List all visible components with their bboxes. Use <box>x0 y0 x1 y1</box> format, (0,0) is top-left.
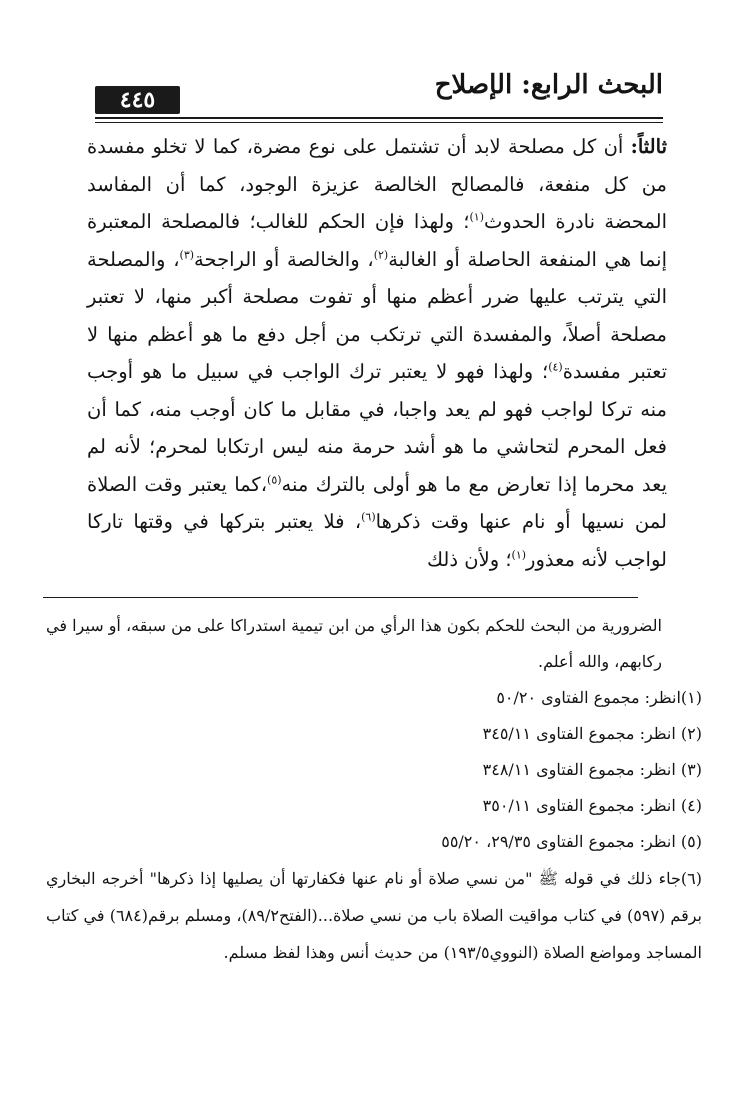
footnote-marker: (٦) <box>361 510 376 524</box>
footnote-marker: (١) <box>511 548 527 561</box>
running-title: البحث الرابع: الإصلاح <box>434 70 663 100</box>
paragraph-segment: ؛ ولأن ذلك <box>427 547 512 571</box>
footnote-marker: (٣) <box>179 248 195 261</box>
page-number-badge <box>95 86 180 114</box>
footnote-4: (٤) انظر: مجموع الفتاوى ٣٥٠/١١ <box>482 796 702 815</box>
footnote-separator <box>43 597 638 598</box>
header-rule-thick <box>95 117 663 119</box>
footnote-marker: (٢) <box>373 248 389 261</box>
header-rule-thin <box>95 122 663 123</box>
paragraph-segment: ، والخالصة أو الراجحة <box>194 247 374 271</box>
footnote-3: (٣) انظر: مجموع الفتاوى ٣٤٨/١١ <box>482 760 702 779</box>
page-number: ٤٤٥ <box>119 87 156 113</box>
paragraph-segment: ؛ ولهذا فهو لا يعتبر ترك الواجب في سبيل ما هو أوجب منه تركا لواجب فهو لم يعد واجبا، في مقابل ما كان أوجب منه، كما أن فعل المحرم لتحاشي ما هو أشد حرمة منه ليس ارتكابا لمحرم؛ لأنه لم يعد محرما إذا تعارض مع ما هو أولى بالترك منه <box>87 360 667 496</box>
lead-label: ثالثاً: <box>630 135 667 158</box>
paragraph-segment: ، والمصلحة التي يترتب عليها ضرر أعظم منها أو تفوت مصلحة أكبر منها، لا تعتبر مصلحة أصلاً، والمفسدة التي ترتكب من أجل دفع ما هو أعظم منها لا تعتبر مفسدة <box>87 247 668 383</box>
footnote-marker: (٥) <box>267 473 282 486</box>
footnote-marker: (٤) <box>548 360 563 374</box>
footnote-1: (١)انظر: مجموع الفتاوى ٥٠/٢٠ <box>496 688 702 707</box>
footnote-list <box>46 680 702 971</box>
main-paragraph <box>87 128 667 578</box>
footnote-marker: (١) <box>469 210 484 224</box>
paragraph-segment: ، فلا يعتبر بتركها في وقتها تاركا لواجب لأنه معذور <box>87 510 667 571</box>
paragraph-segment: ؛ ولهذا فإن الحكم للغالب؛ فالمصلحة المعتبرة إنما هي المنفعة الحاصلة أو الغالبة <box>87 210 668 271</box>
footnotes <box>46 608 702 971</box>
footnote-5: (٥) انظر: مجموع الفتاوى ٢٩/٣٥، ٥٥/٢٠ <box>441 832 702 851</box>
paragraph-segment: أن كل مصلحة لابد أن تشتمل على نوع مضرة، كما لا تخلو مفسدة من كل منفعة، فالمصالح الخالصة عزيزة الوجود، كما أن المفاسد المحضة نادرة الحدوث <box>87 135 667 233</box>
footnote-continuation: الضرورية من البحث للحكم بكون هذا الرأي من ابن تيمية استدراكا على من سبقه، أو سيرا في ركابهم، والله أعلم. <box>46 616 662 671</box>
footnote-2: (٢) انظر: مجموع الفتاوى ٣٤٥/١١ <box>482 724 702 743</box>
footnote-6: (٦)جاء ذلك في قوله ﷺ "من نسي صلاة أو نام عنها فكفارتها أن يصليها إذا ذكرها" أخرجه البخاري برقم (٥٩٧) في كتاب مواقيت الصلاة باب من نسي صلاة...(الفتح٨٩/٢)، ومسلم برقم(٦٨٤) في كتاب المساجد ومواضع الصلاة (النووي١٩٣/٥) من حديث أنس وهذا لفظ مسلم. <box>46 869 703 962</box>
paragraph-segment: ،كما يعتبر وقت الصلاة لمن نسيها أو نام عنها وقت ذكرها <box>87 472 667 533</box>
